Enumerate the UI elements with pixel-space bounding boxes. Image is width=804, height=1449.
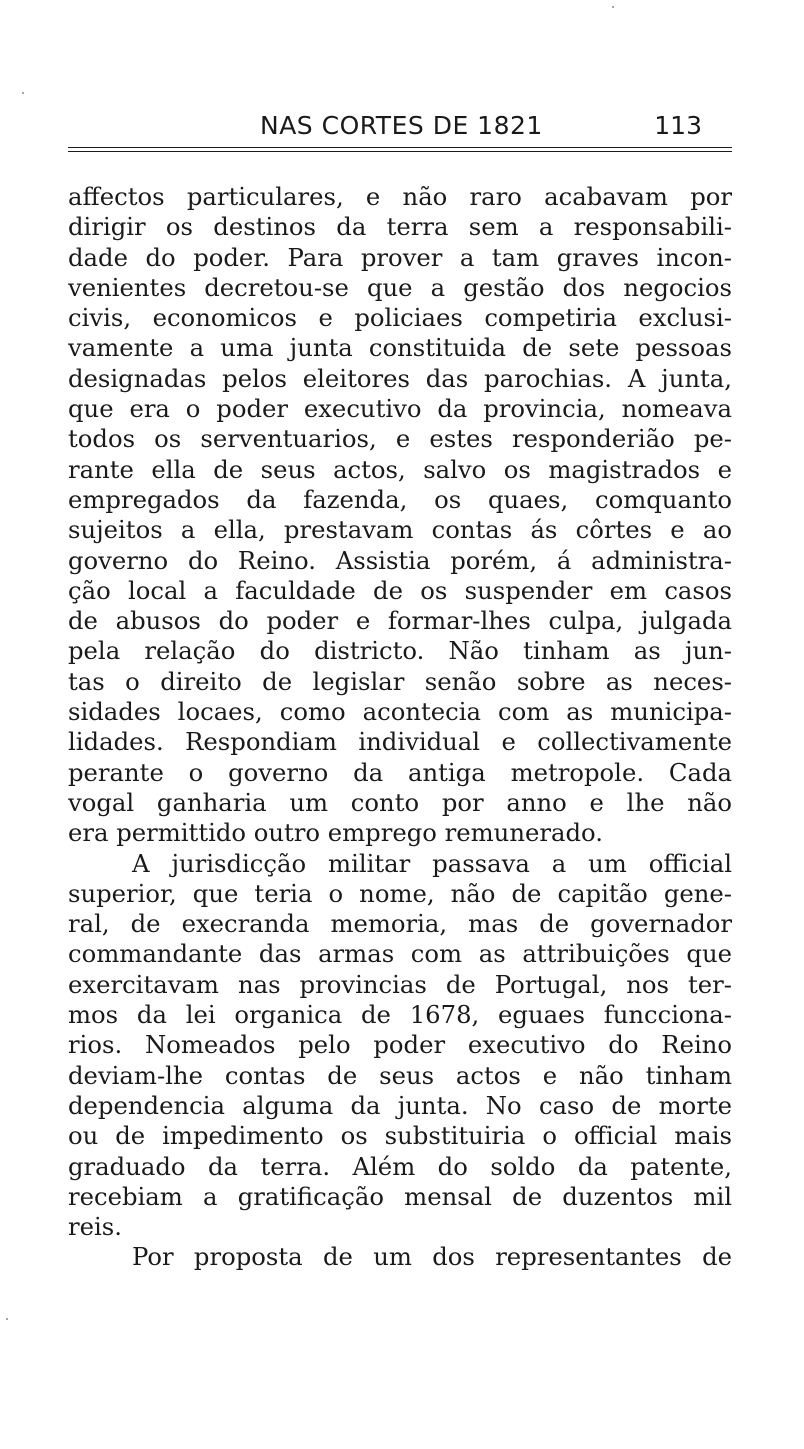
scan-speck [22,92,24,94]
running-title: NAS CORTES DE 1821 [260,111,543,140]
text-line: Por proposta de um dos representantes de [132,1242,732,1272]
scan-speck [612,6,614,8]
header-rule [68,147,732,148]
text-line: designadas pelos eleitores das parochias. A junta, [68,363,732,393]
body-text [68,182,732,1273]
text-line: dade do poder. Para prover a tam graves incon- [68,242,732,272]
text-line: rante ella de seus actos, salvo os magistrados e [68,454,732,484]
text-line: perante o governo da antiga metropole. Cada [68,757,732,787]
text-line: empregados da fazenda, os quaes, comquanto [68,484,732,514]
scan-speck [6,1318,8,1320]
text-line: vogal ganharia um conto por anno e lhe não [68,787,732,817]
text-line: de abusos do poder e formar-lhes culpa, julgada [68,606,732,636]
text-line: deviam-lhe contas de seus actos e não tinham [68,1060,732,1090]
header-rule [68,151,732,152]
text-line: affectos particulares, e não raro acabavam por [68,182,732,211]
text-line: sujeitos a ella, prestavam contas ás côrtes e ao [68,515,732,545]
text-line: dirigir os destinos da terra sem a responsabili- [68,212,732,242]
text-line: civis, economicos e policiaes competiria exclusi- [68,303,732,333]
text-line: vamente a uma junta constituida de sete pessoas [68,333,732,363]
text-line: que era o poder executivo da provincia, nomeava [68,394,732,424]
text-line: commandante das armas com as attribuições que [68,939,732,969]
text-line: ou de impedimento os substituiria o official mais [68,1121,732,1151]
text-line: ção local a faculdade de os suspender em casos [68,575,732,605]
text-line: dependencia alguma da junta. No caso de morte [68,1090,732,1120]
text-line: tas o direito de legislar senão sobre as neces- [68,666,732,696]
text-line: rios. Nomeados pelo poder executivo do Reino [68,1030,732,1060]
text-line: sidades locaes, como acontecia com as municipa- [68,697,732,727]
text-line: superior, que teria o nome, não de capitão gene- [68,878,732,908]
text-line: reis. [68,1212,122,1242]
text-line: todos os serventuarios, e estes responderião pe- [68,424,732,454]
text-line: ral, de execranda memoria, mas de governador [68,909,732,939]
text-line: lidades. Respondiam individual e collectivamente [68,727,732,757]
text-line: exercitavam nas provincias de Portugal, nos ter- [68,969,732,999]
text-line: venientes decretou-se que a gestão dos negocios [68,272,732,302]
text-line: era permittido outro emprego remunerado. [68,818,603,848]
text-line: A jurisdicção militar passava a um official [132,848,732,878]
text-line: governo do Reino. Assistia porém, á administra- [68,545,732,575]
text-line: mos da lei organica de 1678, eguaes funcciona- [68,1000,732,1030]
page-header [68,108,732,144]
text-line: recebiam a gratificação mensal de duzentos mil [68,1181,732,1211]
text-line: pela relação do districto. Não tinham as jun- [68,636,732,666]
page-number: 113 [654,111,702,140]
text-line: graduado da terra. Além do soldo da patente, [68,1151,732,1181]
